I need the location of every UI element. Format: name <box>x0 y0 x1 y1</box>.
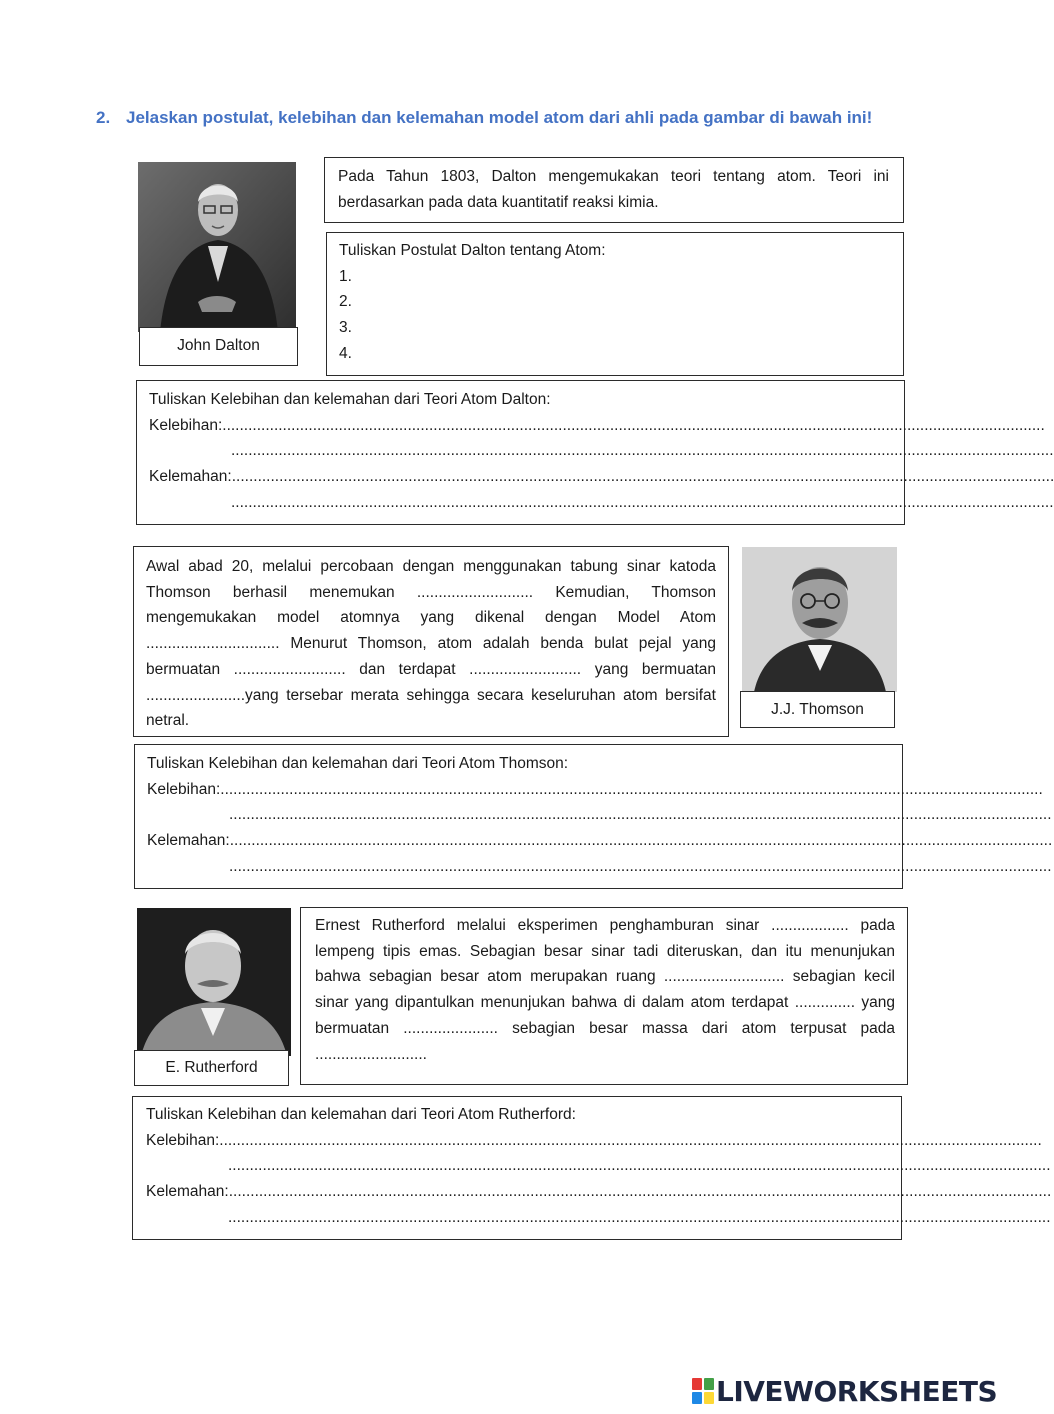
answer-dots: ............................................................................................................................................................................................... <box>228 1208 1051 1226</box>
rutherford-eval-box <box>132 1096 1052 1240</box>
postulat-item[interactable]: 4. <box>339 344 352 362</box>
dalton-postulat-box <box>326 232 904 376</box>
dalton-eval-box <box>136 380 1054 525</box>
kelebihan-continuation[interactable] <box>146 1153 1051 1179</box>
kelebihan-continuation[interactable] <box>147 802 1052 828</box>
kelebihan-continuation[interactable] <box>149 438 1054 464</box>
kelemahan-line[interactable] <box>147 828 1053 854</box>
dalton-caption: John Dalton <box>139 327 298 366</box>
rutherford-eval-heading: Tuliskan Kelebihan dan kelemahan dari Teori Atom Rutherford: <box>146 1106 576 1123</box>
answer-dots: ............................................................................................................................................................................................... <box>220 780 1043 798</box>
kelemahan-label: Kelemahan: <box>149 468 232 486</box>
kelebihan-line[interactable] <box>149 413 1045 439</box>
answer-dots: ............................................................................................................................................................................................... <box>231 468 1054 486</box>
answer-dots: ............................................................................................................................................................................................... <box>231 442 1054 460</box>
rutherford-portrait-image <box>137 908 291 1056</box>
postulat-item[interactable]: 2. <box>339 293 352 311</box>
kelemahan-continuation[interactable] <box>147 854 1052 880</box>
answer-dots: ............................................................................................................................................................................................... <box>222 416 1045 434</box>
rutherford-paragraph-box <box>300 907 908 1085</box>
thomson-eval-heading: Tuliskan Kelebihan dan kelemahan dari Teori Atom Thomson: <box>147 755 569 772</box>
kelemahan-continuation[interactable] <box>146 1205 1051 1231</box>
kelemahan-label: Kelemahan: <box>146 1183 229 1201</box>
answer-dots: ............................................................................................................................................................................................... <box>229 832 1053 850</box>
kelemahan-line[interactable] <box>149 464 1054 490</box>
thomson-paragraph[interactable]: Awal abad 20, melalui percobaan dengan menggunakan tabung sinar katoda Thomson berhasil menemukan ........................... Kemudian, Thomson mengemukakan model atomnya yang dikenal dengan Model Atom ............................... Menurut Thomson, atom adalah benda bulat pejal yang bermuatan .......................... dan terdapat .......................... yang bermuatan .......................yang tersebar merata sehingga secara keseluruhan atom bersifat netral. <box>146 558 716 730</box>
answer-dots: ............................................................................................................................................................................................... <box>228 1183 1052 1201</box>
question-text: Jelaskan postulat, kelebihan dan kelemahan model atom dari ahli pada gambar di bawah ini! <box>126 108 873 127</box>
kelemahan-line[interactable] <box>146 1179 1052 1205</box>
thomson-portrait <box>742 547 897 692</box>
question-title <box>96 108 976 128</box>
thomson-portrait-image <box>742 547 897 692</box>
liveworksheets-logo-icon <box>692 1378 714 1404</box>
answer-dots: ............................................................................................................................................................................................... <box>229 806 1052 824</box>
question-number: 2. <box>96 108 111 127</box>
kelebihan-line[interactable] <box>146 1128 1042 1154</box>
rutherford-paragraph[interactable]: Ernest Rutherford melalui eksperimen penghamburan sinar .................. pada lempeng tipis emas. Sebagian besar sinar tadi diteruskan, dan itu menunjukan bahwa sebagian besar atom merupakan ruang ............................ sebagian kecil sinar yang dipantulkan menunjukan bahwa di dalam atom terdapat .............. yang bermuatan ...................... sebagian besar massa dari atom terpusat pada .......................... <box>315 917 895 1063</box>
kelebihan-line[interactable] <box>147 777 1043 803</box>
dalton-intro-text: Pada Tahun 1803, Dalton mengemukakan teori tentang atom. Teori ini berdasarkan pada data kuantitatif reaksi kimia. <box>338 168 889 211</box>
kelemahan-label: Kelemahan: <box>147 832 230 850</box>
dalton-eval-heading: Tuliskan Kelebihan dan kelemahan dari Teori Atom Dalton: <box>149 391 551 408</box>
kelebihan-label: Kelebihan: <box>147 780 221 798</box>
answer-dots: ............................................................................................................................................................................................... <box>219 1131 1042 1149</box>
rutherford-caption: E. Rutherford <box>134 1050 289 1086</box>
dalton-postulat-heading: Tuliskan Postulat Dalton tentang Atom: <box>339 242 606 259</box>
kelebihan-label: Kelebihan: <box>149 416 223 434</box>
answer-dots: ............................................................................................................................................................................................... <box>229 857 1052 875</box>
kelebihan-label: Kelebihan: <box>146 1131 220 1149</box>
thomson-paragraph-box <box>133 546 729 737</box>
liveworksheets-logo <box>692 1374 997 1408</box>
answer-dots: ............................................................................................................................................................................................... <box>228 1157 1051 1175</box>
kelemahan-continuation[interactable] <box>149 490 1054 516</box>
thomson-caption: J.J. Thomson <box>740 691 895 728</box>
rutherford-portrait <box>137 908 291 1056</box>
dalton-portrait <box>138 162 296 332</box>
liveworksheets-logo-text: LIVEWORKSHEETS <box>716 1374 998 1408</box>
postulat-item[interactable]: 1. <box>339 267 352 285</box>
dalton-intro-box <box>324 157 904 223</box>
thomson-eval-box <box>134 744 1053 889</box>
dalton-portrait-image <box>138 162 296 332</box>
postulat-item[interactable]: 3. <box>339 319 352 337</box>
answer-dots: ............................................................................................................................................................................................... <box>231 493 1054 511</box>
